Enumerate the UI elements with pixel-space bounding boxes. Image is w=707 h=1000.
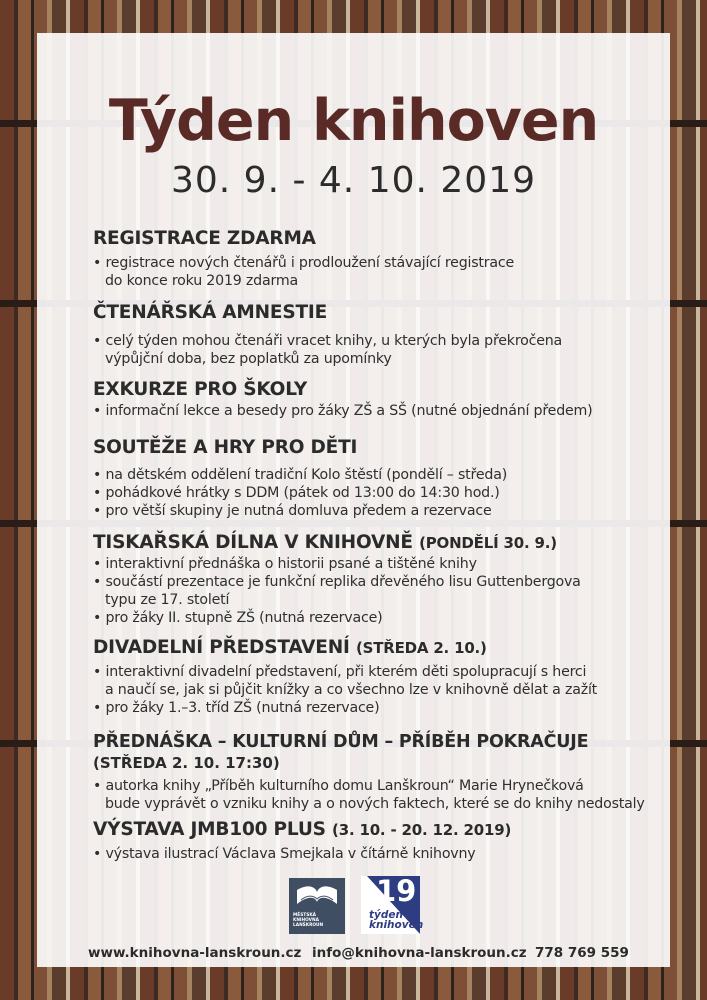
library-week-number: 19	[376, 874, 417, 908]
bullet-line: • autorka knihy „Příběh kulturního domu Lanškroun“ Marie Hrynečková	[93, 778, 584, 794]
bullet-line: • součástí prezentace je funkční replika dřevěného lisu Guttenbergova	[93, 574, 581, 590]
section-school-excursions	[93, 378, 663, 420]
section-heading-date: (STŘEDA 2. 10. 17:30)	[93, 754, 280, 772]
section-heading: EXKURZE PRO ŠKOLY	[93, 379, 308, 400]
bullet-line: výpůjční doba, bez poplatků za upomínky	[105, 351, 392, 367]
bullet-line: • interaktivní divadelní představení, při kterém děti spolupracují s herci	[93, 664, 587, 680]
section-lecture	[93, 730, 663, 813]
footer-phone: 778 769 559	[535, 945, 629, 961]
section-heading	[93, 636, 663, 660]
library-week-logo	[361, 874, 424, 934]
section-games-for-children	[93, 436, 663, 520]
event-dates: 30. 9. - 4. 10. 2019	[170, 160, 537, 201]
section-heading: PŘEDNÁŠKA – KULTURNÍ DŮM – PŘÍBĚH POKRAČUJE	[93, 732, 589, 752]
library-week-text	[369, 910, 423, 930]
library-logo-line: MĚSTSKÁ	[293, 913, 316, 918]
library-logo-line: KNIHOVNA	[293, 918, 319, 923]
library-logo	[289, 878, 345, 934]
bullet-line: • celý týden mohou čtenáři vracet knihy, u kterých byla překročena	[93, 333, 563, 349]
bullet-line: • pro žáky II. stupně ZŠ (nutná rezervace)	[93, 610, 383, 626]
bullet-line: bude vyprávět o vzniku knihy a o nových faktech, které se do knihy nedostaly	[105, 796, 645, 812]
poster-title: Týden knihoven	[108, 88, 599, 154]
bullet-line: • výstava ilustrací Václava Smejkala v čítárně knihovny	[93, 846, 476, 862]
section-heading	[93, 818, 663, 842]
section-amnesty	[93, 301, 663, 368]
open-book-icon	[289, 878, 345, 912]
section-heading	[93, 531, 663, 555]
bullet-line: • pohádkové hrátky s DDM (pátek od 13:00 do 14:30 hod.)	[93, 485, 500, 501]
section-exhibition	[93, 818, 663, 863]
section-heading-main: DIVADELNÍ PŘEDSTAVENÍ	[93, 637, 350, 658]
library-week-line: knihoven	[369, 919, 424, 931]
bullet-line: • pro žáky 1.–3. tříd ZŠ (nutná rezervace)	[93, 700, 380, 716]
bullet-line: • interaktivní přednáška o historii psané a tištěné knihy	[93, 556, 477, 572]
bullet-line: a naučí se, jak si půjčit knížky a co všechno lze v knihovně dělat a zažít	[105, 682, 598, 698]
bullet-line: • informační lekce a besedy pro žáky ZŠ a SŠ (nutné objednání předem)	[93, 403, 593, 419]
bullet-line: • pro větší skupiny je nutná domluva předem a rezervace	[93, 503, 492, 519]
section-heading: SOUTĚŽE A HRY PRO DĚTI	[93, 437, 358, 458]
bullet-line: typu ze 17. století	[105, 592, 230, 608]
library-week-line: týden	[369, 909, 403, 921]
section-printing-workshop	[93, 531, 663, 627]
bullet-line: • na dětském oddělení tradiční Kolo štěstí (pondělí – středa)	[93, 467, 508, 483]
bullet-line: • registrace nových čtenářů i prodloužení stávající registrace	[93, 255, 515, 271]
section-heading-date: (PONDĚLÍ 30. 9.)	[419, 534, 557, 552]
section-registration	[93, 227, 663, 290]
section-heading-date: (STŘEDA 2. 10.)	[355, 639, 487, 657]
section-heading: ČTENÁŘSKÁ AMNESTIE	[93, 302, 328, 323]
section-heading: REGISTRACE ZDARMA	[93, 228, 316, 249]
library-logo-text	[293, 913, 343, 928]
library-logo-line: LANŠKROUN	[293, 923, 324, 928]
footer-email[interactable]: info@knihovna-lanskroun.cz	[312, 945, 527, 961]
footer-website[interactable]: www.knihovna-lanskroun.cz	[88, 945, 302, 961]
section-heading-main: TISKAŘSKÁ DÍLNA V KNIHOVNĚ	[93, 532, 413, 553]
bullet-line: do konce roku 2019 zdarma	[105, 273, 298, 289]
section-heading-date: (3. 10. - 20. 12. 2019)	[332, 821, 512, 839]
section-theatre	[93, 636, 663, 717]
section-heading-main: VÝSTAVA JMB100 PLUS	[93, 819, 326, 840]
